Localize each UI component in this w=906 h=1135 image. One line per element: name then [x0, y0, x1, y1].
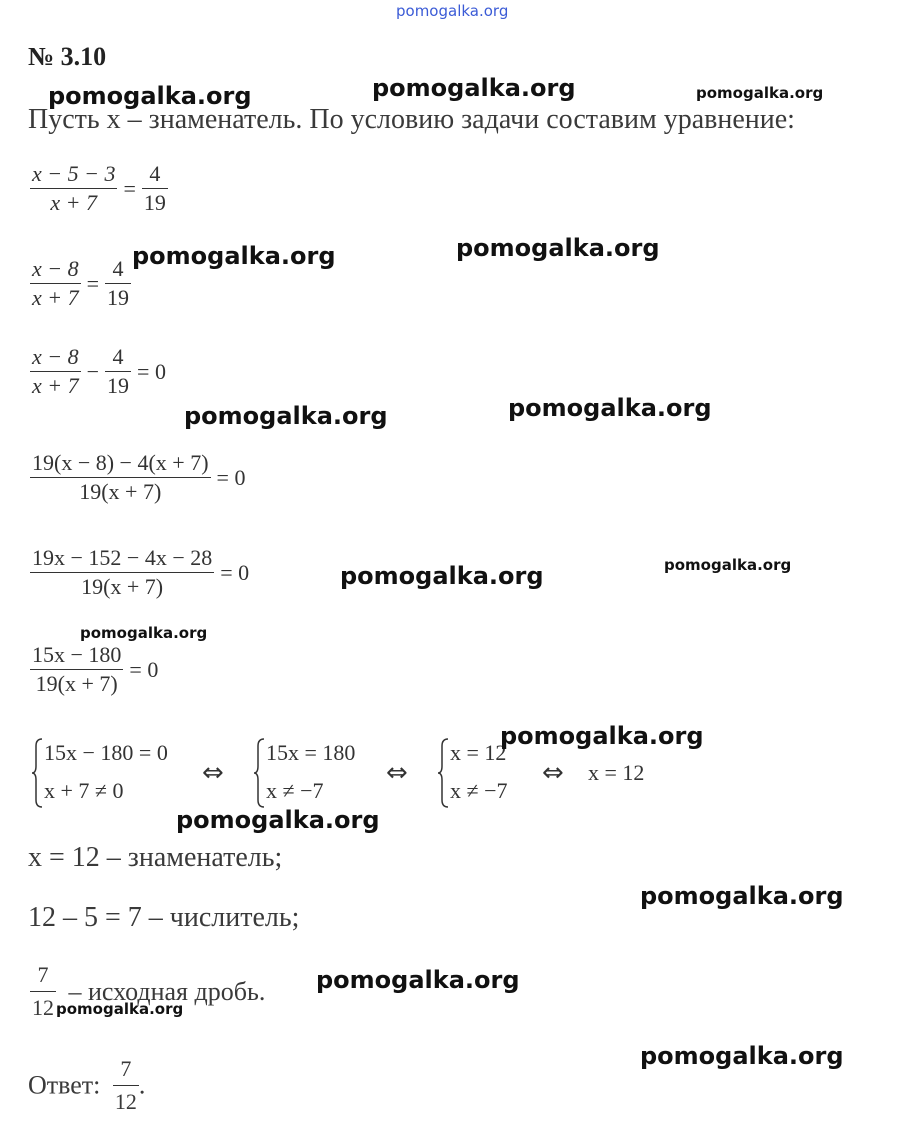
system-1-line-1: 15x − 180 = 0: [44, 740, 168, 765]
eq6-rhs: = 0: [129, 656, 159, 682]
watermark: pomogalka.org: [372, 74, 576, 102]
iff-symbol-2: ⇔: [386, 758, 408, 788]
eq2-numerator: x − 8: [32, 256, 79, 281]
header-watermark: pomogalka.org: [396, 2, 509, 20]
fraction-denominator: 12: [32, 995, 54, 1020]
eq6-denominator: 19(x + 7): [35, 671, 118, 696]
eq2-rhs-denominator: 19: [107, 285, 130, 310]
watermark: pomogalka.org: [340, 562, 544, 590]
eq1-rhs-numerator: 4: [149, 161, 161, 186]
intro-text: Пусть x – знаменатель. По условию задачи составим уравнение:: [28, 104, 795, 135]
equation-2: $\frac{x - 8}{x + 7}$ = $\frac{4}{19}$: [32, 256, 130, 310]
iff-symbol-1: ⇔: [202, 758, 224, 788]
answer-line: [28, 1056, 145, 1115]
denominator-line: x = 12 – знаменатель;: [28, 842, 283, 873]
equation-1: $\frac{x - 5 - 3}{x + 7}$ = $\frac{4}{19}$: [32, 161, 166, 215]
eq4-denominator: 19(x + 7): [79, 479, 162, 504]
equation-4: [30, 452, 251, 503]
eq3-minus: −: [86, 358, 100, 384]
watermark: pomogalka.org: [316, 966, 520, 994]
system-2: [254, 738, 394, 810]
system-2-line-2: x ≠ −7: [266, 778, 324, 803]
system-3-line-2: x ≠ −7: [450, 778, 508, 803]
equation-3: [30, 346, 172, 397]
equation-6: [30, 644, 164, 695]
eq6-numerator: 15x − 180: [32, 642, 122, 667]
watermark: pomogalka.org: [48, 82, 252, 110]
brace-icon: [438, 738, 450, 808]
answer-numerator: 7: [120, 1056, 132, 1081]
eq5-denominator: 19(x + 7): [81, 574, 164, 599]
equation-5: [30, 547, 255, 598]
answer-end: .: [138, 1070, 146, 1100]
answer-denominator: 12: [114, 1089, 137, 1114]
watermark: pomogalka.org: [456, 234, 660, 262]
eq5-rhs: = 0: [220, 559, 250, 585]
watermark: pomogalka.org: [132, 242, 336, 270]
iff-symbol-3: ⇔: [542, 758, 564, 788]
eq5-numerator: 19x − 152 − 4x − 28: [32, 545, 213, 570]
brace-icon: [32, 738, 44, 808]
eq1-numerator: x − 5 − 3: [32, 161, 116, 186]
eq3-numerator: x − 8: [32, 344, 79, 369]
watermark: pomogalka.org: [508, 394, 712, 422]
eq2-rhs-numerator: 4: [112, 256, 124, 281]
system-1: [32, 738, 202, 810]
eq3-sub-denominator: 19: [107, 373, 130, 398]
numerator-line: 12 – 5 = 7 – числитель;: [28, 902, 300, 933]
watermark: pomogalka.org: [640, 1042, 844, 1070]
eq3-rhs: = 0: [137, 358, 166, 384]
brace-icon: [254, 738, 266, 808]
watermark: pomogalka.org: [56, 1000, 184, 1018]
eq4-numerator: 19(x − 8) − 4(x + 7): [32, 450, 209, 475]
eq2-denominator: x + 7: [32, 285, 79, 310]
system-3-line-1: x = 12: [450, 740, 507, 765]
watermark: pomogalka.org: [184, 402, 388, 430]
watermark: pomogalka.org: [696, 84, 824, 102]
eq4-rhs: = 0: [216, 464, 246, 490]
eq1-denominator: x + 7: [50, 190, 98, 215]
watermark: pomogalka.org: [640, 882, 844, 910]
answer-label: Ответ:: [28, 1070, 101, 1100]
eq3-sub-numerator: 4: [112, 344, 124, 369]
fraction-numerator: 7: [37, 962, 49, 987]
final-solution: x = 12: [588, 760, 645, 785]
eq1-rhs-denominator: 19: [143, 190, 166, 215]
system-2-line-1: 15x = 180: [266, 740, 356, 765]
problem-number: № 3.10: [28, 42, 107, 71]
watermark: pomogalka.org: [80, 624, 208, 642]
watermark: pomogalka.org: [176, 806, 380, 834]
fraction-caption: – исходная дробь.: [68, 976, 266, 1006]
system-1-line-2: x + 7 ≠ 0: [44, 778, 124, 803]
watermark: pomogalka.org: [500, 722, 704, 750]
eq3-denominator: x + 7: [32, 373, 79, 398]
watermark: pomogalka.org: [664, 556, 792, 574]
